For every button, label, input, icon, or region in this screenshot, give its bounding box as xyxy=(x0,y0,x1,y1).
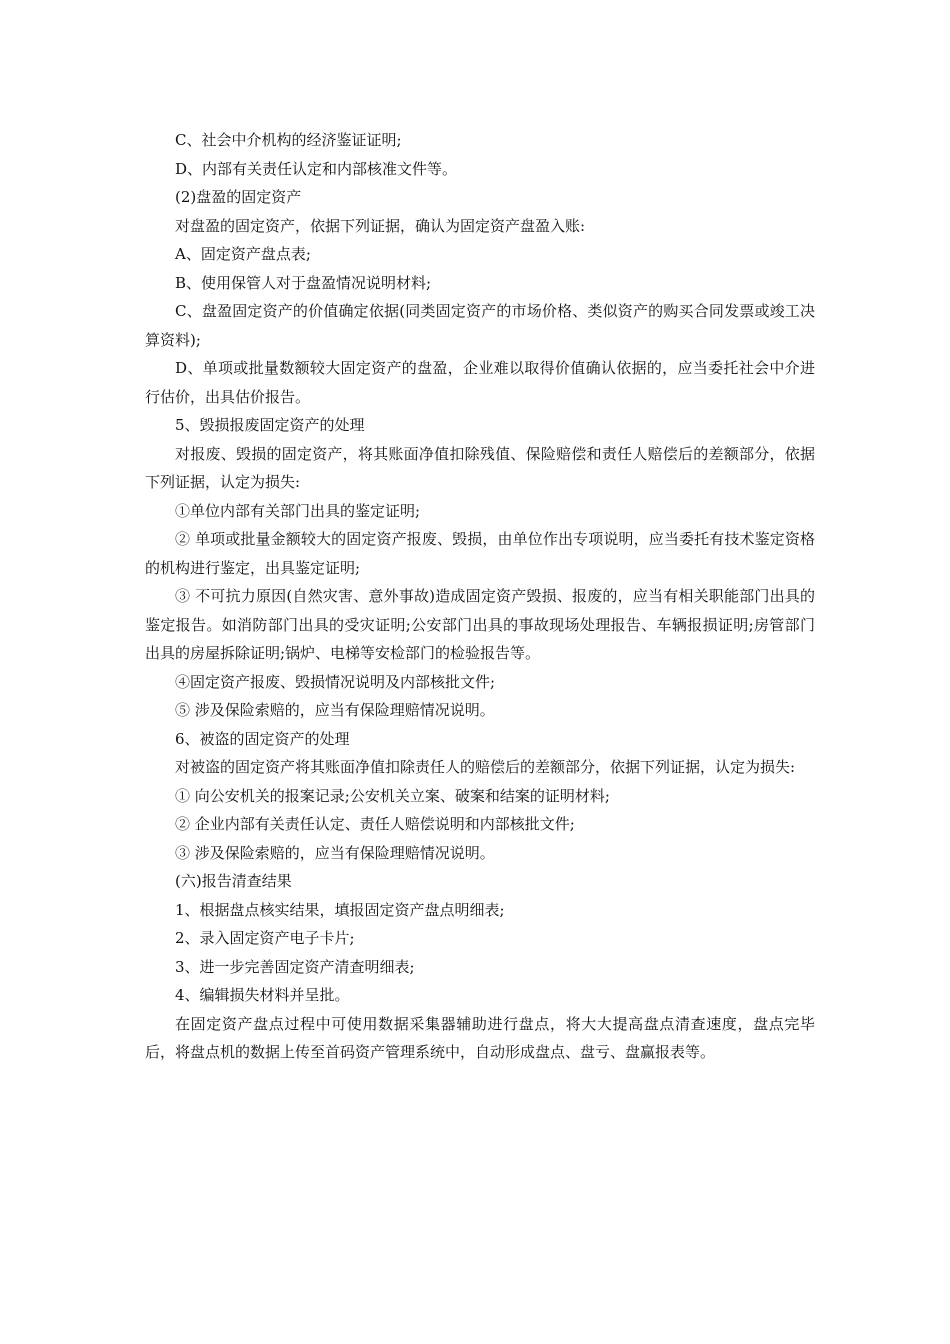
section-heading: 5、毁损报废固定资产的处理 xyxy=(175,416,365,434)
paragraph: ① 向公安机关的报案记录;公安机关立案、破案和结案的证明材料; xyxy=(175,786,610,805)
paragraph: 4、编辑损失材料并呈批。 xyxy=(175,986,350,1004)
paragraph: (2)盘盈的固定资产 xyxy=(175,188,302,206)
paragraph: 2、录入固定资产电子卡片; xyxy=(175,929,355,947)
paragraph: D、单项或批量数额较大固定资产的盘盈，企业难以取得价值确认依据的，应当委托社会中介进行估价，出具估价报告。 xyxy=(145,359,815,406)
paragraph: 在固定资产盘点过程中可使用数据采集器辅助进行盘点，将大大提高盘点清查速度，盘点完毕后，将盘点机的数据上传至首码资产管理系统中，自动形成盘点、盘亏、盘赢报表等。 xyxy=(145,1014,815,1061)
paragraph: ④固定资产报废、毁损情况说明及内部核批文件; xyxy=(175,672,496,691)
paragraph: B、使用保管人对于盘盈情况说明材料; xyxy=(175,273,432,292)
paragraph: C、社会中介机构的经济鉴证证明; xyxy=(175,131,402,149)
paragraph: 1、根据盘点核实结果，填报固定资产盘点明细表; xyxy=(175,900,505,919)
document-body xyxy=(145,126,815,1067)
paragraph: ③ 涉及保险索赔的，应当有保险理赔情况说明。 xyxy=(175,843,495,862)
paragraph: ⑤ 涉及保险索赔的，应当有保险理赔情况说明。 xyxy=(175,701,495,719)
section-heading: (六)报告清查结果 xyxy=(175,872,292,890)
paragraph: 对报废、毁损的固定资产，将其账面净值扣除残值、保险赔偿和责任人赔偿后的差额部分，依据下列证据，认定为损失: xyxy=(145,444,815,491)
paragraph: ③ 不可抗力原因(自然灾害、意外事故)造成固定资产毁损、报废的，应当有相关职能部门出具的鉴定报告。如消防部门出具的受灾证明;公安部门出具的事故现场处理报告、车辆报损证明;房管部门出具的房屋拆除证明;锅炉、电梯等安检部门的检验报告等。 xyxy=(145,587,815,662)
paragraph: 对盘盈的固定资产，依据下列证据，确认为固定资产盘盈入账: xyxy=(175,216,586,235)
paragraph: D、内部有关责任认定和内部核准文件等。 xyxy=(175,159,458,178)
paragraph: A、固定资产盘点表; xyxy=(175,245,311,263)
paragraph: 3、进一步完善固定资产清查明细表; xyxy=(175,957,415,976)
paragraph: 对被盗的固定资产将其账面净值扣除责任人的赔偿后的差额部分，依据下列证据，认定为损失: xyxy=(175,758,796,776)
paragraph: ② 单项或批量金额较大的固定资产报废、毁损，由单位作出专项说明，应当委托有技术鉴定资格的机构进行鉴定，出具鉴定证明; xyxy=(145,530,815,577)
section-heading: 6、被盗的固定资产的处理 xyxy=(175,729,350,748)
paragraph: ①单位内部有关部门出具的鉴定证明; xyxy=(175,501,421,520)
paragraph: ② 企业内部有关责任认定、责任人赔偿说明和内部核批文件; xyxy=(175,815,575,833)
paragraph: C、盘盈固定资产的价值确定依据(同类固定资产的市场价格、类似资产的购买合同发票或竣工决算资料); xyxy=(145,302,815,349)
